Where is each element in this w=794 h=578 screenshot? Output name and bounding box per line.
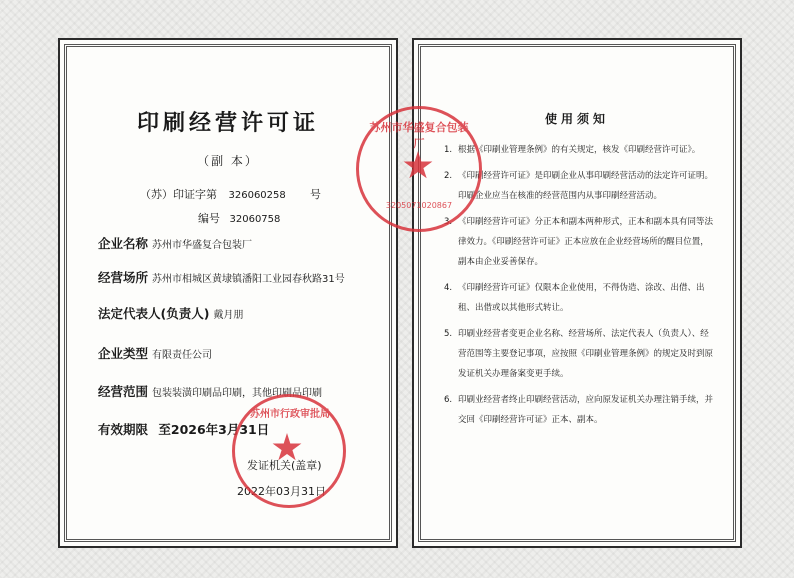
company-seal (356, 106, 482, 232)
usage-notes-page (369, 38, 742, 548)
field-label: 企业类型 (98, 346, 149, 361)
certificate-number (140, 186, 321, 202)
note-text: 根据《印刷业管理条例》的有关规定，核发《印刷经营许可证》。 (458, 145, 701, 155)
note-item: 1. 根据《印刷业管理条例》的有关规定，核发《印刷经营许可证》。 (444, 140, 714, 160)
notes-list (444, 140, 714, 436)
field-value: 苏州市华盛复合包装厂 (152, 240, 253, 251)
field-label: 法定代表人(负责人) (98, 306, 210, 321)
issue-date: 2022年03月31日 (237, 485, 326, 498)
authority-seal (232, 394, 346, 508)
note-text: 《印刷经营许可证》仅限本企业使用，不得伪造、涂改、出借、出租、出借或以其他形式转让。 (458, 283, 705, 313)
field-label: 经营范围 (98, 384, 149, 399)
serial-number (198, 210, 280, 226)
serial-label: 编号 (198, 212, 220, 225)
note-item: 5. 印刷业经营者变更企业名称、经营场所、法定代表人（负责人）、经营范围等主要登记事项，应按照《印刷业管理条例》的规定及时到原发证机关办理备案变更手续。 (444, 324, 714, 384)
seal-star-icon (403, 151, 433, 181)
field-label: 有效期限 (98, 422, 149, 437)
seal-number: 3205071020867 (385, 201, 453, 210)
field-label: 企业名称 (98, 236, 149, 251)
page-title: 印刷经营许可证 (136, 111, 319, 136)
field-company-name (98, 234, 252, 252)
note-text: 《印刷经营许可证》分正本和副本两种形式，正本和副本具有同等法律效力。《印刷经营许可证》正本应放在企业经营场所的醒目位置，副本由企业妥善保存。 (458, 217, 714, 267)
field-company-type (98, 344, 212, 362)
note-item: 4. 《印刷经营许可证》仅限本企业使用，不得伪造、涂改、出借、出租、出借或以其他形式转让。 (444, 278, 714, 318)
field-value: 包装装潢印刷品印刷，其他印刷品印刷 (152, 388, 323, 399)
field-value: 至2026年3月31日 (158, 422, 270, 437)
serial-value: 32060758 (229, 214, 281, 225)
note-item: 2. 《印刷经营许可证》是印刷企业从事印刷经营活动的法定许可证明。印刷企业应当在核准的经营范围内从事印刷经营活动。 (444, 166, 714, 206)
note-item: 3. 《印刷经营许可证》分正本和副本两种形式，正本和副本具有同等法律效力。《印刷经营许可证》正本应放在企业经营场所的醒目位置，副本由企业妥善保存。 (444, 212, 714, 272)
copy-label: （副 本） (197, 154, 259, 168)
field-value: 苏州市相城区黄埭镇潘阳工业园春秋路31号 (152, 274, 345, 285)
note-item: 6. 印刷业经营者终止印刷经营活动，应向原发证机关办理注销手续，并交回《印刷经营许可证》正本、副本。 (444, 390, 714, 430)
issuing-authority: 发证机关(盖章) (247, 459, 322, 472)
notes-title: 使用须知 (544, 112, 609, 126)
note-text: 印刷业经营者终止印刷经营活动，应向原发证机关办理注销手续，并交回《印刷经营许可证》正本、副本。 (458, 395, 714, 425)
seal-star-icon (272, 433, 302, 463)
note-text: 《印刷经营许可证》是印刷企业从事印刷经营活动的法定许可证明。印刷企业应当在核准的经营范围内从事印刷经营活动。 (458, 171, 714, 201)
cert-no-suffix: 号 (310, 188, 321, 201)
note-text: 印刷业经营者变更企业名称、经营场所、法定代表人（负责人）、经营范围等主要登记事项，应按照《印刷业管理条例》的规定及时到原发证机关办理备案变更手续。 (458, 329, 714, 379)
seal-text: 苏州市华盛复合包装厂 (369, 121, 469, 150)
cert-no-label: （苏）印证字第 (140, 188, 217, 201)
cert-no-value: 326060258 (228, 190, 286, 201)
field-value: 有限责任公司 (152, 350, 213, 361)
license-copy-page (58, 38, 398, 548)
field-legal-representative (98, 304, 243, 322)
field-label: 经营场所 (98, 270, 149, 285)
field-business-address (98, 268, 345, 286)
field-value: 戴月朋 (213, 310, 244, 321)
seal-text: 苏州市行政审批局 (250, 409, 330, 420)
